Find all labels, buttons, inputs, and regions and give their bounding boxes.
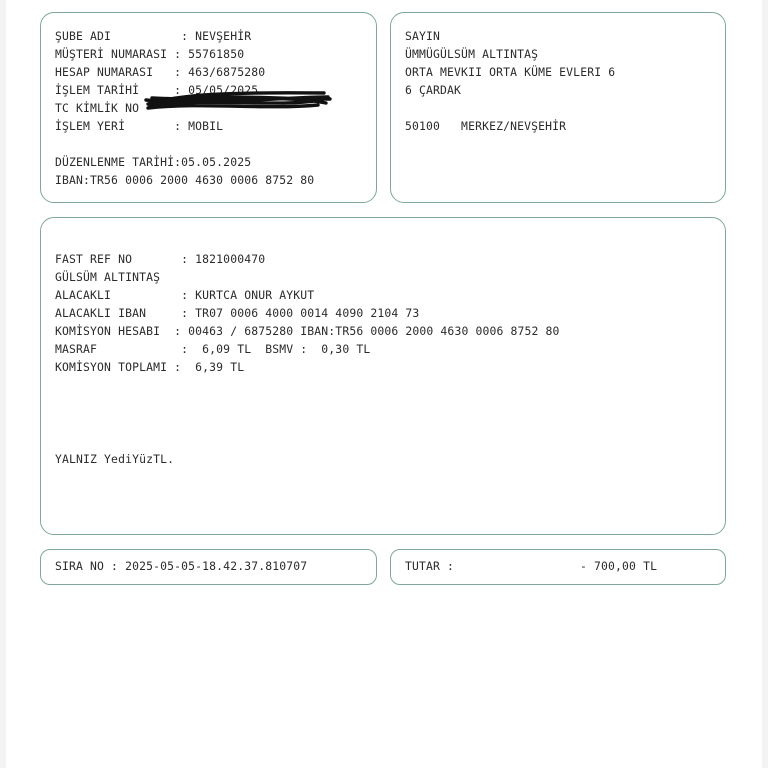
account-info-line: ŞUBE ADI : NEVŞEHİR xyxy=(55,29,252,43)
transaction-line: MASRAF : 6,09 TL BSMV : 0,30 TL xyxy=(55,342,371,356)
transaction-line: ALACAKLI IBAN : TR07 0006 4000 0014 4090 2104 73 xyxy=(55,306,420,320)
total-label: TUTAR : xyxy=(405,559,455,573)
receipt-sheet xyxy=(6,0,762,768)
recipient-address-box xyxy=(390,12,726,203)
recipient-line: ORTA MEVKII ORTA KÜME EVLERI 6 xyxy=(405,65,616,79)
recipient-line: SAYIN xyxy=(405,29,441,43)
transaction-line: FAST REF NO : 1821000470 xyxy=(55,252,266,266)
account-info-line: IBAN:TR56 0006 2000 4630 0006 8752 80 xyxy=(55,173,315,187)
amount-in-words: YALNIZ YediYüzTL. xyxy=(55,452,175,466)
account-info-line: TC KİMLİK NO xyxy=(55,101,140,115)
transaction-line: ALACAKLI : KURTCA ONUR AYKUT xyxy=(55,288,315,302)
recipient-line: 6 ÇARDAK xyxy=(405,83,462,97)
transaction-line: KOMİSYON TOPLAMI : 6,39 TL xyxy=(55,360,245,374)
redaction-scribble xyxy=(142,88,332,114)
recipient-line: ÜMMÜGÜLSÜM ALTINTAŞ xyxy=(405,47,539,61)
account-info-line: HESAP NUMARASI : 463/6875280 xyxy=(55,65,266,79)
transaction-line: KOMİSYON HESABI : 00463 / 6875280 IBAN:TR56 0006 2000 4630 0006 8752 80 xyxy=(55,324,560,338)
account-info-line: İŞLEM TARİHİ : 05/05/2025 xyxy=(55,83,259,97)
recipient-line: 50100 MERKEZ/NEVŞEHİR xyxy=(405,119,567,133)
account-info-line: DÜZENLENME TARİHİ:05.05.2025 xyxy=(55,155,252,169)
account-info-line: MÜŞTERİ NUMARASI : 55761850 xyxy=(55,47,245,61)
sequence-number: SIRA NO : 2025-05-05-18.42.37.810707 xyxy=(55,559,308,573)
total-value: - 700,00 TL xyxy=(580,559,658,573)
account-info-line: İŞLEM YERİ : MOBIL xyxy=(55,119,224,133)
transaction-line: GÜLSÜM ALTINTAŞ xyxy=(55,270,161,284)
